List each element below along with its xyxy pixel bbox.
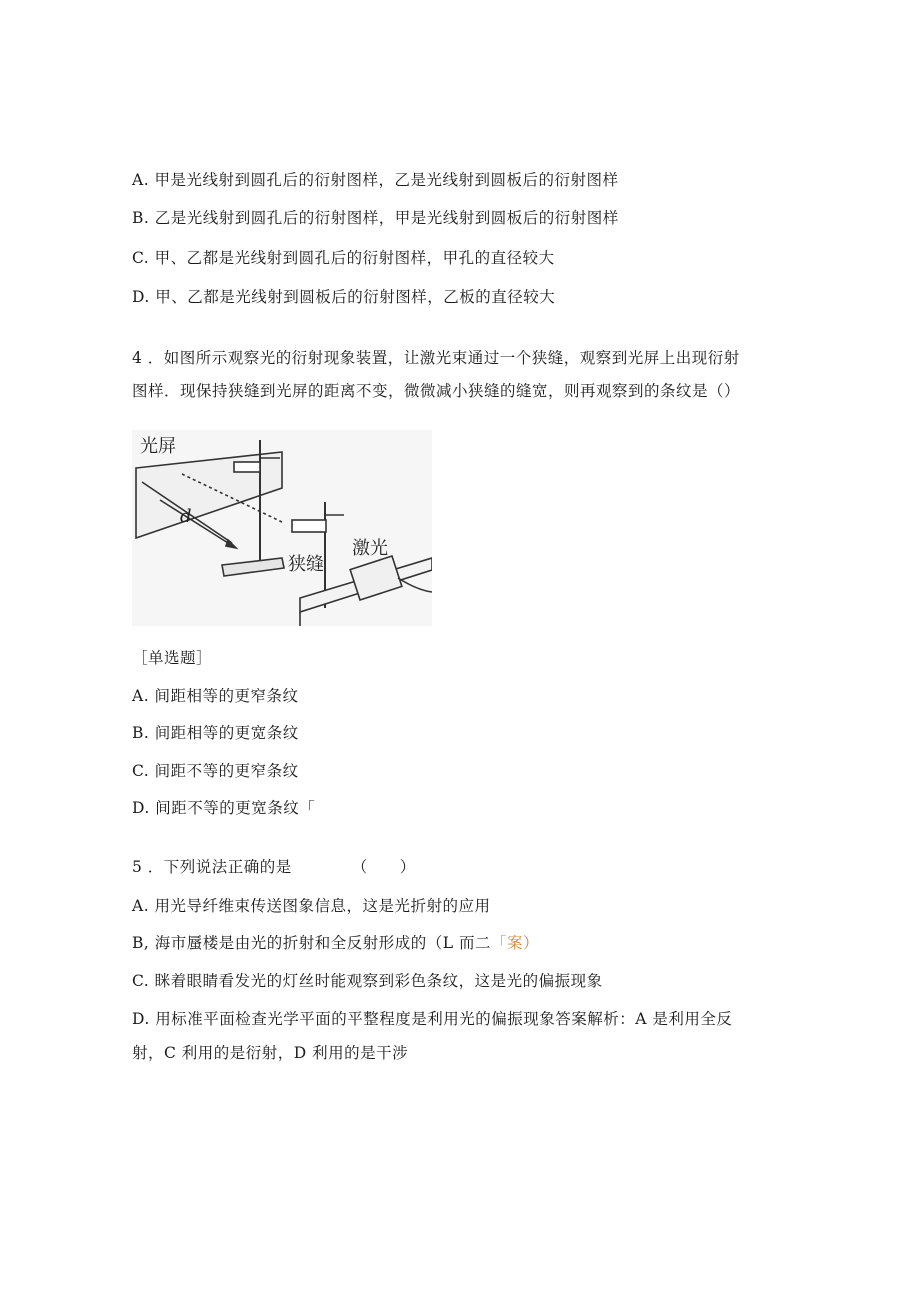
q3-option-c: C. 甲、乙都是光线射到圆孔后的衍射图样，甲孔的直径较大 [132, 249, 555, 267]
q5-option-a: A. 用光导纤维束传送图象信息，这是光折射的应用 [132, 897, 491, 915]
q4-option-d: D. 间距不等的更宽条纹「 [132, 799, 316, 817]
q5-stem [132, 857, 416, 877]
q5-option-c: C. 眯着眼睛看发光的灯丝时能观察到彩色条纹，这是光的偏振现象 [132, 972, 603, 990]
label-screen: 光屏 [140, 436, 176, 457]
q3-option-a: A. 甲是光线射到圆孔后的衍射图样，乙是光线射到圆板后的衍射图样 [132, 171, 619, 189]
q5-stem-text: 5 ．下列说法正确的是 [132, 858, 292, 876]
label-slit: 狭缝 [288, 554, 324, 575]
q5-option-d-line-1: D. 用标准平面检查光学平面的平整程度是利用光的偏振现象答案解析：A 是利用全反 [132, 1010, 733, 1028]
q4-type-tag: ［单选题］ [132, 649, 213, 667]
q5-option-b [132, 933, 539, 953]
q5-stem-paren: （ ） [351, 858, 416, 876]
q4-option-b: B. 间距相等的更宽条纹 [132, 724, 299, 742]
q3-option-d: D. 甲、乙都是光线射到圆板后的衍射图样，乙板的直径较大 [132, 288, 556, 306]
q4-option-c: C. 间距不等的更窄条纹 [132, 762, 299, 780]
q5-option-b-text: B, 海市蜃楼是由光的折射和全反射形成的（L 而二 [132, 934, 491, 952]
label-distance: d [180, 506, 192, 527]
label-laser: 激光 [352, 538, 388, 559]
q5-option-d-line-2: 射，C 利用的是衍射，D 利用的是干涉 [132, 1044, 409, 1062]
q4-stem-line-1: 4 ．如图所示观察光的衍射现象装置，让激光束通过一个狭缝，观察到光屏上出现衍射 [132, 349, 740, 367]
q3-option-b: B. 乙是光线射到圆孔后的衍射图样，甲是光线射到圆板后的衍射图样 [132, 209, 619, 227]
diffraction-apparatus-figure [132, 430, 432, 626]
q4-stem-line-2: 图样．现保持狭缝到光屏的距离不变，微微减小狭缝的缝宽，则再观察到的条纹是（） [132, 382, 741, 400]
q5-option-b-accent: 「案） [490, 934, 539, 952]
q4-option-a: A. 间距相等的更窄条纹 [132, 687, 299, 705]
